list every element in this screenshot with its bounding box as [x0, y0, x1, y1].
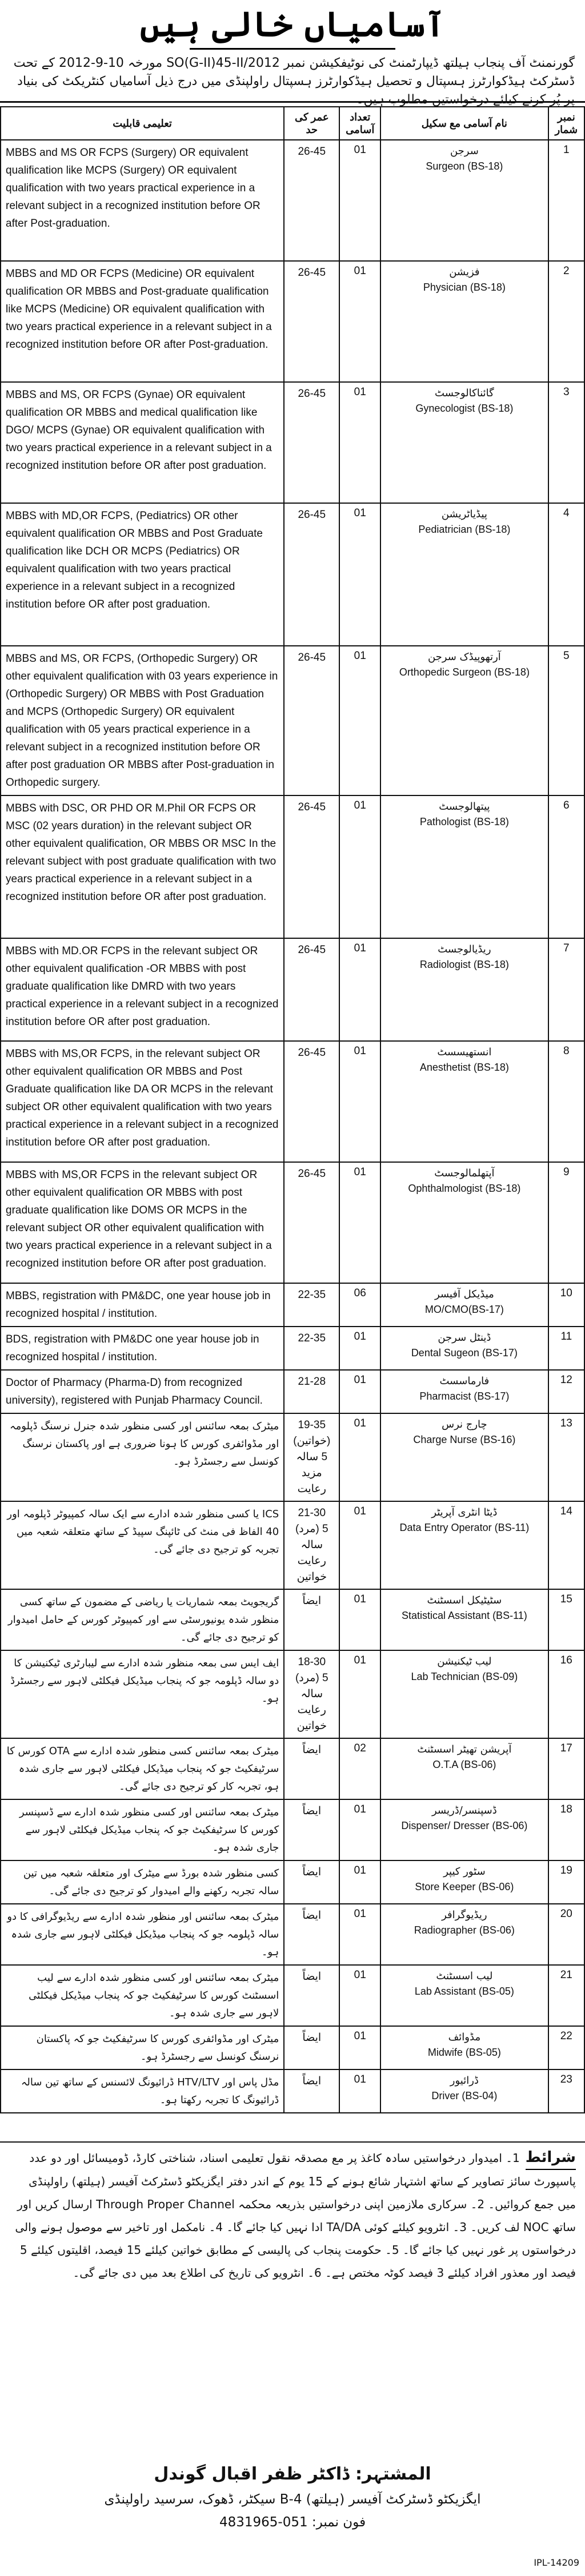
post-name-cell — [380, 1501, 548, 1589]
table-row — [1, 1799, 584, 1860]
post-name-english: Physician (BS-18) — [423, 282, 506, 293]
footer — [0, 2458, 585, 2576]
post-name-urdu: آپریشن تھیٹر اسسٹنٹ — [417, 1743, 512, 1755]
post-name-cell — [380, 140, 548, 261]
intro-paragraph: گورنمنٹ آف پنجاب ہیلتھ ڈیپارٹمنٹ کی نوٹیفکیشن نمبر SO(G-II)45-II/2012 مورخہ 10-9-2012 کے تحت ڈسٹرکٹ ہیڈکوارٹرز ہسپتال و تحصیل ہیڈکوارٹرز ہسپتال راولپنڈی میں درج ذیل آسامیاں کنٹریکٹ کی بنیاد پر پُر کرنے کیلئے درخواستیں مطلوب ہیں۔ — [13, 56, 575, 107]
serial-number-cell: 20 — [548, 1904, 584, 1965]
post-name-urdu: آپتھلمالوجسٹ — [434, 1167, 495, 1179]
age-limit-cell: 22-35 — [284, 1283, 339, 1327]
age-limit-cell: 19-35 (خواتین) 5 سالہ مزید رعایت — [284, 1413, 339, 1501]
table-row — [1, 795, 584, 938]
table-row — [1, 1904, 584, 1965]
post-name-cell — [380, 382, 548, 503]
table-row — [1, 2069, 584, 2113]
qualification-cell: میٹرک بمعہ سائنس کسی منظور شدہ ادارے سے OTA کورس کا سرٹیفکیٹ جو کہ پنجاب میڈیکل فیکلٹی لاہور سے جاری شدہ ہو، تجربہ کار کو ترجیح دی جائے گی۔ — [1, 1738, 284, 1799]
qualification-cell: MBBS and MS, OR FCPS (Gynae) OR equivalent qualification OR MBBS and medical qualification like DGO/ MCPS (Gynae) OR equivalent qualification with two years practical experience in a relevant subject in a recognized institution before OR after post graduation. — [1, 382, 284, 503]
post-name-urdu: ریڈیالوجسٹ — [438, 943, 491, 955]
table-row — [1, 503, 584, 646]
age-limit-cell: 22-35 — [284, 1327, 339, 1370]
serial-number-cell: 2 — [548, 261, 584, 382]
post-name-english: Ophthalmologist (BS-18) — [408, 1183, 521, 1194]
qualification-cell: MBBS with MS,OR FCPS in the relevant subject OR other equivalent qualification OR MBBS with post graduate qualification like DOMS OR MCPS in the relevant subject OR other equivalent qualification with two years practical experience in a relevant subject in a recognized institution before OR after post graduation. — [1, 1162, 284, 1283]
serial-number-cell: 22 — [548, 2026, 584, 2069]
table-row — [1, 1041, 584, 1162]
age-limit-cell: ایضاً — [284, 1860, 339, 1904]
post-name-cell — [380, 261, 548, 382]
table-row — [1, 140, 584, 261]
post-name-cell — [380, 1327, 548, 1370]
post-count-cell: 01 — [339, 261, 380, 382]
age-limit-cell: 26-45 — [284, 1162, 339, 1283]
post-name-english: Charge Nurse (BS-16) — [413, 1434, 516, 1445]
qualification-cell: BDS, registration with PM&DC one year house job in recognized hospital / institution. — [1, 1327, 284, 1370]
post-name-urdu: سٹیٹیکل اسسٹنٹ — [427, 1594, 502, 1606]
post-name-english: Lab Assistant (BS-05) — [414, 1986, 514, 1997]
qualification-cell: MBBS with MS,OR FCPS, in the relevant subject OR other equivalent qualification OR MBBS and Post Graduate qualification like DA OR MCPS in the relevant subject OR other equivalent qualification with two years practical experience in a relevant subject in a recognized institution before OR after post graduation. — [1, 1041, 284, 1162]
age-limit-cell: ایضاً — [284, 1738, 339, 1799]
post-name-english: Pharmacist (BS-17) — [419, 1391, 510, 1402]
serial-number-cell: 7 — [548, 938, 584, 1041]
age-limit-cell: 26-45 — [284, 938, 339, 1041]
post-name-cell — [380, 795, 548, 938]
table-row — [1, 938, 584, 1041]
table-row — [1, 382, 584, 503]
post-name-urdu: انستھیسسٹ — [437, 1046, 492, 1058]
serial-number-cell: 16 — [548, 1650, 584, 1738]
table-row — [1, 1650, 584, 1738]
serial-number-cell: 8 — [548, 1041, 584, 1162]
post-name-english: Radiographer (BS-06) — [414, 1924, 515, 1936]
post-count-cell: 01 — [339, 1965, 380, 2026]
title-underline — [190, 48, 395, 50]
qualification-cell: MBBS and MS, OR FCPS, (Orthopedic Surgery) OR other equivalent qualification with 03 years experience in (Orthopedic Surgery) OR MBBS with Post Graduation and MCPS (Orthopedic Surgery) OR equivalent qualification with 05 years practical experience in a relevant subject in a recognized institution before OR after post graduation OR MBBS after Post-graduation in Orthopedic surgery. — [1, 646, 284, 795]
age-limit-cell: 18-30 (مرد) 5 سالہ رعایت خواتین — [284, 1650, 339, 1738]
qualification-cell: میٹرک اور مڈوائفری کورس کا سرٹیفکیٹ جو کہ پاکستان نرسنگ کونسل سے رجسٹرڈ ہو۔ — [1, 2026, 284, 2069]
post-name-urdu: چارج نرس — [442, 1418, 487, 1430]
advertiser-name: المشتہر: ڈاکٹر ظفر اقبال گوندل — [154, 2464, 431, 2484]
qualification-cell: میٹرک بمعہ سائنس اور منظور شدہ ادارے سے ریڈیوگرافی کا دو سالہ ڈپلومہ جو کہ پنجاب میڈیکل فیکلٹی لاہور سے جاری شدہ ہو۔ — [1, 1904, 284, 1965]
post-name-cell — [380, 1965, 548, 2026]
post-count-cell: 01 — [339, 1904, 380, 1965]
qualification-cell: MBBS and MD OR FCPS (Medicine) OR equivalent qualification OR MBBS and Post-graduate qualification like MCPS (Medicine) OR equivalent qualification with two years practical experience in a relevant subject in a recognized institution before OR after Post-graduation. — [1, 261, 284, 382]
post-count-cell: 01 — [339, 1162, 380, 1283]
table-row — [1, 261, 584, 382]
post-name-english: Surgeon (BS-18) — [426, 160, 503, 172]
serial-number-cell: 19 — [548, 1860, 584, 1904]
qualification-cell: کسی منظور شدہ بورڈ سے میٹرک اور متعلقہ شعبہ میں تین سالہ تجربہ رکھنے والے امیدوار کو ترجیح دی جائے گی۔ — [1, 1860, 284, 1904]
serial-number-cell: 4 — [548, 503, 584, 646]
post-name-urdu: لیب ٹیکنیشن — [437, 1655, 492, 1667]
table-row — [1, 1501, 584, 1589]
serial-number-cell: 13 — [548, 1413, 584, 1501]
table-row — [1, 1370, 584, 1413]
post-name-urdu: ڈرائیور — [450, 2075, 479, 2087]
post-count-cell: 01 — [339, 1041, 380, 1162]
qualification-cell: ICS یا کسی منظور شدہ ادارے سے ایک سالہ کمپیوٹر ڈپلومہ اور 40 الفاظ فی منٹ کی ٹائپنگ سپیڈ کے ساتھ متعلقہ شعبہ میں تجربہ کو ترجیح دی جائے گی۔ — [1, 1501, 284, 1589]
age-limit-cell: 26-45 — [284, 646, 339, 795]
post-count-cell: 02 — [339, 1738, 380, 1799]
age-limit-cell: 26-45 — [284, 261, 339, 382]
post-name-urdu: سرجن — [450, 145, 479, 157]
post-name-cell — [380, 1738, 548, 1799]
post-count-cell: 01 — [339, 646, 380, 795]
serial-number-cell: 21 — [548, 1965, 584, 2026]
serial-number-cell: 10 — [548, 1283, 584, 1327]
post-name-cell — [380, 1370, 548, 1413]
post-name-english: Pediatrician (BS-18) — [418, 524, 511, 535]
post-name-urdu: لیب اسسٹنٹ — [436, 1970, 493, 1982]
qualification-cell: میٹرک بمعہ سائنس اور کسی منظور شدہ ادارے سے لیب اسسٹنٹ کورس کا سرٹیفکیٹ جو کہ پنجاب میڈیکل فیکلٹی لاہور سے جاری شدہ ہو۔ — [1, 1965, 284, 2026]
age-limit-cell: 21-28 — [284, 1370, 339, 1413]
post-name-urdu: ڈیٹا انٹری آپریٹر — [431, 1506, 498, 1518]
table-header-row — [1, 107, 584, 140]
serial-number-cell: 6 — [548, 795, 584, 938]
post-name-urdu: میڈیکل آفیسر — [434, 1288, 494, 1300]
qualification-cell: MBBS with DSC, OR PHD OR M.Phil OR FCPS OR MSC (02 years duration) in the relevant subject OR other equivalent qualification, OR MBBS OR MSC In the relevant subject with post graduate qualification with two years practical experience in a relevant subject in a recognized institution before OR after post graduation. — [1, 795, 284, 938]
post-name-english: Dental Sugeon (BS-17) — [411, 1347, 518, 1359]
header-serial: نمبر شمار — [548, 107, 584, 140]
serial-number-cell: 18 — [548, 1799, 584, 1860]
header-qualification: تعلیمی قابلیت — [1, 107, 284, 140]
age-limit-cell: 26-45 — [284, 1041, 339, 1162]
serial-number-cell: 14 — [548, 1501, 584, 1589]
qualification-cell: میٹرک بمعہ سائنس اور کسی منظور شدہ جنرل نرسنگ ڈپلومہ اور مڈوائفری کورس کا ہونا ضروری ہے اور پاکستان نرسنگ کونسل سے رجسٹرڈ ہو۔ — [1, 1413, 284, 1501]
qualification-cell: گریجویٹ بمعہ شماریات یا ریاضی کے مضمون کے ساتھ کسی منظور شدہ یونیورسٹی سے اور کمپیوٹر کورس کے حامل امیدوار کو ترجیح دی جائے گی۔ — [1, 1589, 284, 1650]
vacancy-table-container — [0, 106, 585, 2113]
post-name-english: Lab Technician (BS-09) — [411, 1671, 518, 1682]
qualification-cell: MBBS, registration with PM&DC, one year house job in recognized hospital / institution. — [1, 1283, 284, 1327]
table-row — [1, 1413, 584, 1501]
table-row — [1, 1327, 584, 1370]
qualification-cell: میٹرک بمعہ سائنس اور کسی منظور شدہ ادارے سے ڈسپنسر کورس کا سرٹیفکیٹ جو کہ پنجاب میڈیکل فیکلٹی لاہور سے جاری شدہ ہو۔ — [1, 1799, 284, 1860]
post-name-urdu: ریڈیوگرافر — [442, 1909, 487, 1921]
post-name-cell — [380, 1589, 548, 1650]
qualification-cell: مڈل پاس اور HTV/LTV ڈرائیونگ لائسنس کے ساتھ تین سالہ ڈرائیونگ کا تجربہ رکھتا ہو۔ — [1, 2069, 284, 2113]
table-row — [1, 1738, 584, 1799]
post-count-cell: 01 — [339, 1650, 380, 1738]
qualification-cell: MBBS with MD.OR FCPS in the relevant subject OR other equivalent qualification -OR MBBS with post graduate qualification like DMRD with two years practical experience in a relevant subject in a recognized institution before OR after post graduation. — [1, 938, 284, 1041]
post-name-cell — [380, 646, 548, 795]
header-count: تعداد آسامی — [339, 107, 380, 140]
post-count-cell: 01 — [339, 1860, 380, 1904]
age-limit-cell: ایضاً — [284, 2026, 339, 2069]
post-name-english: Data Entry Operator (BS-11) — [399, 1522, 530, 1533]
post-name-urdu: فزیشن — [449, 266, 480, 278]
serial-number-cell: 15 — [548, 1589, 584, 1650]
post-count-cell: 06 — [339, 1283, 380, 1327]
age-limit-cell: ایضاً — [284, 1904, 339, 1965]
post-name-cell — [380, 1413, 548, 1501]
age-limit-cell: 21-30 (مرد) 5 سالہ رعایت خواتین — [284, 1501, 339, 1589]
vacancy-table — [0, 106, 585, 2113]
age-limit-cell: ایضاً — [284, 2069, 339, 2113]
age-limit-cell: 26-45 — [284, 382, 339, 503]
post-name-urdu: پیڈیاٹریشن — [441, 508, 487, 520]
post-name-english: Midwife (BS-05) — [427, 2047, 501, 2058]
post-name-cell — [380, 1041, 548, 1162]
age-limit-cell: ایضاً — [284, 1799, 339, 1860]
post-count-cell: 01 — [339, 1589, 380, 1650]
post-name-cell — [380, 2069, 548, 2113]
conditions-text: 1۔ امیدوار درخواستیں سادہ کاغذ پر مع مصدقہ نقول تعلیمی اسناد، شناختی کارڈ، ڈومیسائل اور دو عدد پاسپورٹ سائز تصاویر کے ساتھ اشتہار شائع ہونے کے 15 یوم کے اندر دفتر ایگزیکٹو ڈسٹرکٹ آفیسر (ہیلتھ) راولپنڈی میں جمع کروائیں۔ 2۔ سرکاری ملازمین اپنی درخواستیں بذریعہ محکمہ Through Proper Channel ارسال کریں اور ساتھ NOC لف کریں۔ 3۔ انٹرویو کیلئے کوئی TA/DA ادا نہیں کیا جائے گا۔ 4۔ نامکمل اور تاخیر سے موصول ہونے والی درخواستوں پر غور نہیں کیا جائے گا۔ 5۔ حکومت پنجاب کی پالیسی کے مطابق خواتین کیلئے 15 فیصد، اقلیتوں کیلئے 5 فیصد اور معذور افراد کیلئے 3 فیصد کوٹہ مختص ہے۔ 6۔ انٹرویو کی تاریخ کی اطلاع بعد میں دی جائے گی۔ — [15, 2151, 576, 2280]
serial-number-cell: 11 — [548, 1327, 584, 1370]
post-name-english: Anesthetist (BS-18) — [419, 1062, 509, 1073]
conditions-title: شرائط — [526, 2146, 576, 2170]
post-count-cell: 01 — [339, 140, 380, 261]
post-count-cell: 01 — [339, 1327, 380, 1370]
header — [0, 0, 585, 107]
post-name-cell — [380, 938, 548, 1041]
qualification-cell: MBBS with MD,OR FCPS, (Pediatrics) OR other equivalent qualification OR MBBS and Post Graduate qualification like DCH OR MCPS (Pediatrics) OR equivalent qualification with two years practical experience in a relevant subject in a recognized institution before OR after post graduation. — [1, 503, 284, 646]
post-name-cell — [380, 1904, 548, 1965]
post-name-urdu: گائناکالوجسٹ — [435, 387, 494, 399]
age-limit-cell: 26-45 — [284, 503, 339, 646]
serial-number-cell: 12 — [548, 1370, 584, 1413]
post-count-cell: 01 — [339, 1501, 380, 1589]
post-name-english: Orthopedic Surgeon (BS-18) — [399, 666, 530, 678]
ipl-code: IPL-14209 — [534, 2557, 579, 2568]
post-count-cell: 01 — [339, 2069, 380, 2113]
post-count-cell: 01 — [339, 938, 380, 1041]
post-count-cell: 01 — [339, 1799, 380, 1860]
post-name-english: Pathologist (BS-18) — [419, 816, 509, 827]
post-name-english: O.T.A (BS-06) — [432, 1759, 496, 1770]
header-age: عمر کی حد — [284, 107, 339, 140]
post-name-english: Gynecologist (BS-18) — [415, 403, 514, 414]
table-row — [1, 1860, 584, 1904]
post-name-cell — [380, 1162, 548, 1283]
post-count-cell: 01 — [339, 503, 380, 646]
post-count-cell: 01 — [339, 795, 380, 938]
table-row — [1, 1589, 584, 1650]
post-name-cell — [380, 503, 548, 646]
post-name-cell — [380, 2026, 548, 2069]
table-row — [1, 1965, 584, 2026]
serial-number-cell: 3 — [548, 382, 584, 503]
page-title: آسامیاں خالی ہیں — [140, 5, 445, 45]
post-name-english: Driver (BS-04) — [431, 2090, 498, 2101]
advertiser-designation: ایگزیکٹو ڈسٹرکٹ آفیسر (ہیلتھ) 4-B سیکٹر، ڈھوک، سرسید راولپنڈی — [104, 2492, 481, 2507]
serial-number-cell: 9 — [548, 1162, 584, 1283]
table-body — [1, 140, 584, 2113]
post-name-urdu: ڈینٹل سرجن — [438, 1332, 491, 1344]
table-row — [1, 646, 584, 795]
post-name-cell — [380, 1650, 548, 1738]
post-name-english: MO/CMO(BS-17) — [424, 1304, 504, 1315]
post-name-urdu: فارماسسٹ — [439, 1375, 490, 1387]
post-name-english: Radiologist (BS-18) — [419, 959, 509, 970]
qualification-cell: ایف ایس سی بمعہ منظور شدہ ادارے سے لیبارٹری ٹیکنیشن کا دو سالہ ڈپلومہ جو کہ پنجاب میڈیکل فیکلٹی لاہور سے رجسٹرڈ ہو۔ — [1, 1650, 284, 1738]
post-name-urdu: آرتھوپیڈک سرجن — [427, 651, 501, 663]
serial-number-cell: 23 — [548, 2069, 584, 2113]
qualification-cell: MBBS and MS OR FCPS (Surgery) OR equivalent qualification like MCPS (Surgery) OR equivalent qualification with two years practical experience in a relevant subject in a recognized institution before OR after Post-graduation. — [1, 140, 284, 261]
post-name-cell — [380, 1860, 548, 1904]
table-row — [1, 1283, 584, 1327]
serial-number-cell: 17 — [548, 1738, 584, 1799]
serial-number-cell: 5 — [548, 646, 584, 795]
post-name-english: Statistical Assistant (BS-11) — [402, 1610, 527, 1621]
age-limit-cell: ایضاً — [284, 1589, 339, 1650]
phone-number: فون نمبر: 051-4831965 — [219, 2515, 366, 2530]
post-count-cell: 01 — [339, 2026, 380, 2069]
conditions-paragraph — [9, 2146, 576, 2284]
post-name-urdu: سٹور کیپر — [443, 1866, 486, 1878]
post-count-cell: 01 — [339, 382, 380, 503]
post-name-english: Dispenser/ Dresser (BS-06) — [401, 1820, 528, 1831]
serial-number-cell: 1 — [548, 140, 584, 261]
header-post: نام آسامی مع سکیل — [380, 107, 548, 140]
age-limit-cell: 26-45 — [284, 795, 339, 938]
table-row — [1, 1162, 584, 1283]
table-row — [1, 2026, 584, 2069]
age-limit-cell: 26-45 — [284, 140, 339, 261]
post-name-english: Store Keeper (BS-06) — [415, 1881, 514, 1892]
post-count-cell: 01 — [339, 1370, 380, 1413]
age-limit-cell: ایضاً — [284, 1965, 339, 2026]
qualification-cell: Doctor of Pharmacy (Pharma-D) from recognized university), registered with Punjab Pharmacy Council. — [1, 1370, 284, 1413]
post-name-urdu: ڈسپنسر/ڈریسر — [432, 1805, 497, 1817]
post-name-cell — [380, 1283, 548, 1327]
post-name-urdu: پیتھالوجسٹ — [439, 801, 490, 813]
post-name-urdu: مڈوائف — [448, 2031, 481, 2043]
post-count-cell: 01 — [339, 1413, 380, 1501]
post-name-cell — [380, 1799, 548, 1860]
conditions-section — [0, 2141, 585, 2458]
